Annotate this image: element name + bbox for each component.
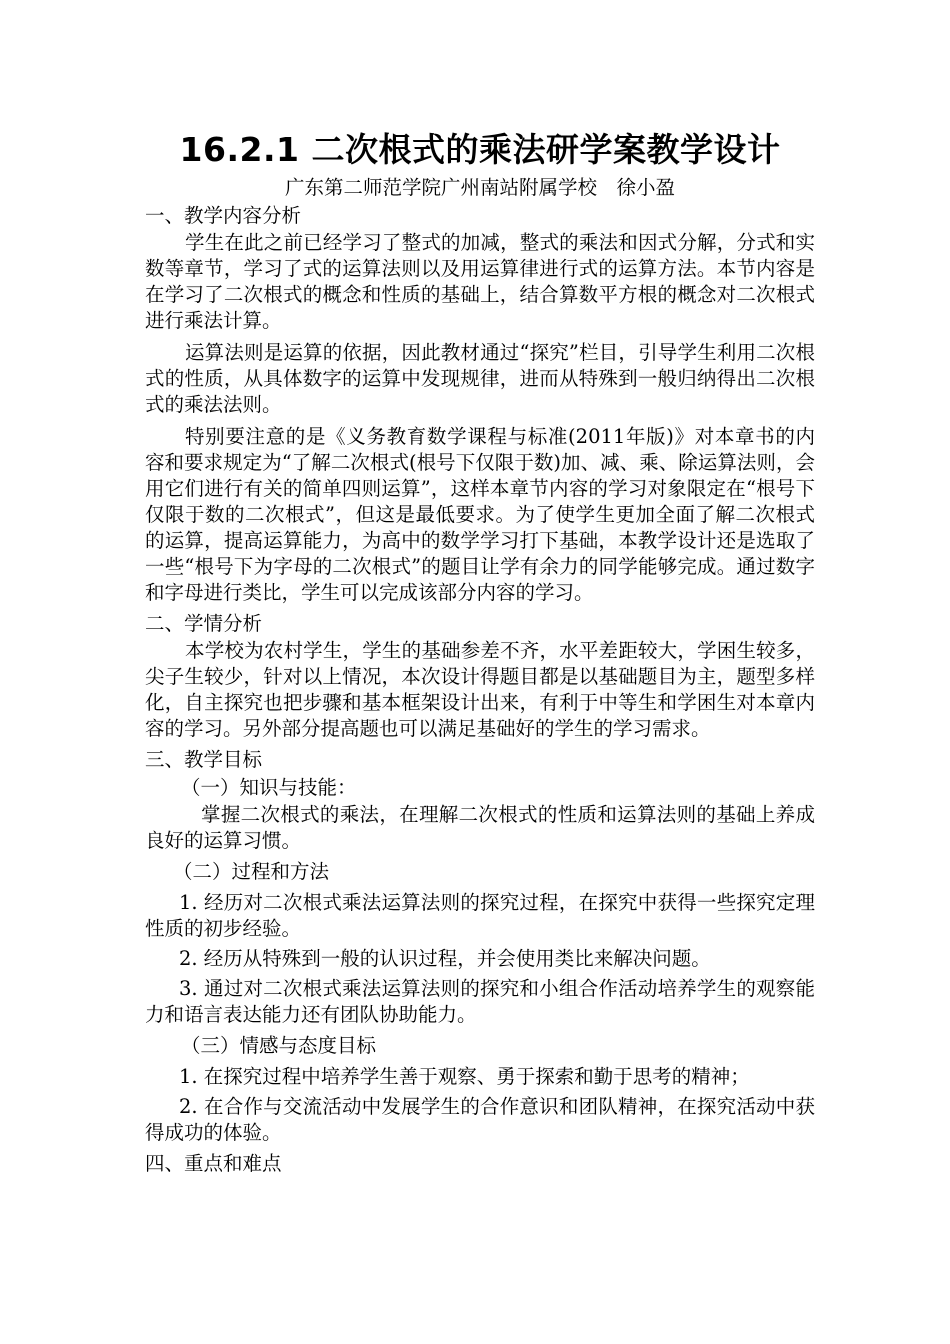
section-heading-content-analysis: 一、教学内容分析 [145, 204, 302, 227]
list-item: 2. 经历从特殊到一般的认识过程，并会使用类比来解决问题。 [179, 947, 711, 970]
document-page [145, 128, 815, 1178]
paragraph: 学生在此之前已经学习了整式的加减，整式的乘法和因式分解，分式和实数等章节，学习了式的运算法则以及用运算律进行式的运算方法。本节内容是在学习了二次根式的概念和性质的基础上，结合算数平方根的概念对二次根式进行乘法计算。 [145, 231, 815, 332]
list-item: 2. 在合作与交流活动中发展学生的合作意识和团队精神，在探究活动中获得成功的体验。 [145, 1095, 815, 1144]
paragraph: 本学校为农村学生，学生的基础参差不齐，水平差距较大，学困生较多，尖子生较少，针对以上情况，本次设计得题目都是以基础题目为主，题型多样化，自主探究也把步骤和基本框架设计出来，有利于中等生和学困生对本章内容的学习。另外部分提高题也可以满足基础好的学生的学习需求。 [145, 639, 815, 740]
list-item: 1. 在探究过程中培养学生善于观察、勇于探索和勤于思考的精神； [179, 1065, 750, 1088]
sub-heading-process-methods: （二）过程和方法 [173, 860, 330, 883]
document-author: 广东第二师范学院广州南站附属学校 徐小盈 [284, 176, 675, 199]
list-item: 3. 通过对二次根式乘法运算法则的探究和小组合作活动培养学生的观察能力和语言表达能力还有团队协助能力。 [145, 977, 815, 1026]
list-item: 1. 经历对二次根式乘法运算法则的探究过程，在探究中获得一些探究定理性质的初步经验。 [145, 891, 815, 940]
sub-heading-knowledge-skills: （一）知识与技能： [181, 776, 357, 799]
paragraph: 特别要注意的是《义务教育数学课程与标准(2011年版)》对本章书的内容和要求规定为“了解二次根式(根号下仅限于数)加、减、乘、除运算法则，会用它们进行有关的简单四则运算”，这样本章节内容的学习对象限定在“根号下仅限于数的二次根式”，但这是最低要求。为了使学生更加全面了解二次根式的运算，提高运算能力，为高中的数学学习打下基础，本教学设计还是选取了一些“根号下为字母的二次根式”的题目让学有余力的同学能够完成。通过数字和字母进行类比，学生可以完成该部分内容的学习。 [145, 425, 815, 604]
sub-heading-emotion-attitude: （三）情感与态度目标 [181, 1034, 377, 1057]
section-heading-learner-analysis: 二、学情分析 [145, 612, 263, 635]
paragraph: 掌握二次根式的乘法，在理解二次根式的性质和运算法则的基础上养成良好的运算习惯。 [145, 803, 815, 852]
paragraph: 运算法则是运算的依据，因此教材通过“探究”栏目，引导学生利用二次根式的性质，从具体数字的运算中发现规律，进而从特殊到一般归纳得出二次根式的乘法法则。 [145, 341, 815, 416]
document-title: 16.2.1 二次根式的乘法研学案教学设计 [179, 130, 781, 169]
section-heading-key-difficult-points: 四、重点和难点 [145, 1152, 282, 1175]
section-heading-teaching-goals: 三、教学目标 [145, 748, 263, 771]
